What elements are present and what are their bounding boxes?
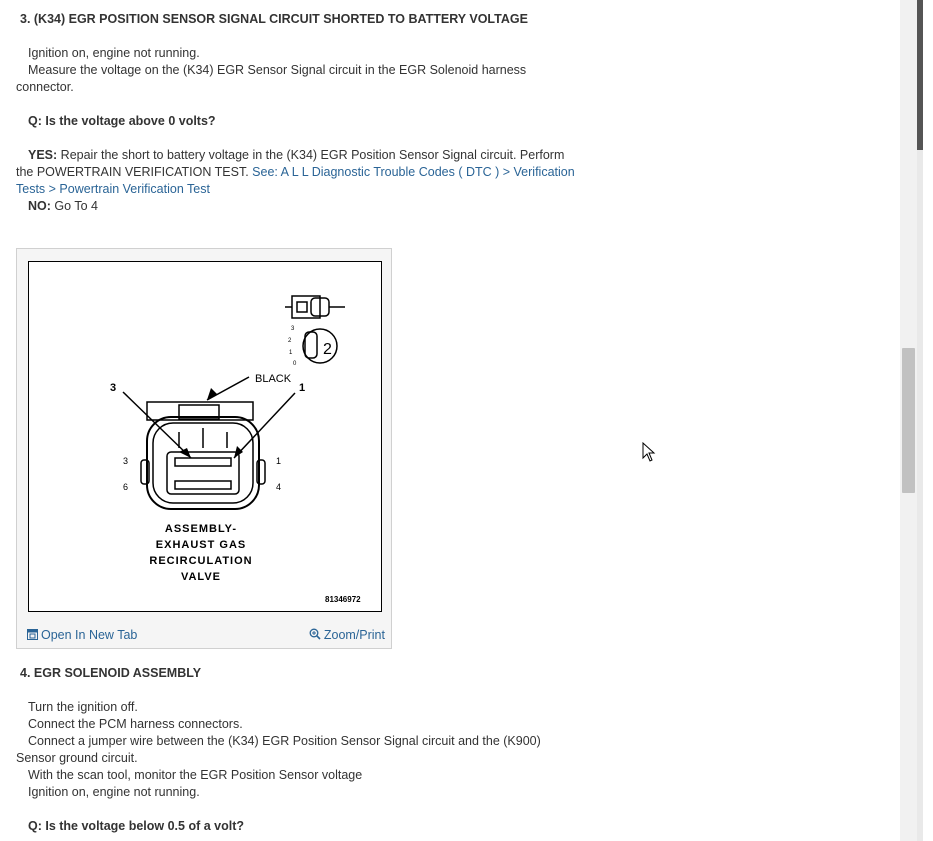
yes-text-2: the POWERTRAIN VERIFICATION TEST. — [16, 165, 249, 179]
open-new-tab-icon — [27, 629, 38, 643]
step-3-line: Ignition on, engine not running. — [28, 46, 200, 60]
figure-id: 81346972 — [325, 595, 361, 604]
key-icon-number: 2 — [323, 341, 332, 358]
outer-scrollbar-track — [917, 150, 923, 841]
figure-toolbar — [17, 625, 391, 647]
no-label: NO: — [28, 199, 51, 213]
step-4-title: 4. EGR SOLENOID ASSEMBLY — [20, 666, 202, 680]
pin-6-label: 6 — [123, 482, 129, 492]
content-scrollbar[interactable] — [900, 0, 917, 841]
zoom-print-button[interactable] — [309, 628, 385, 643]
caption-line-2: EXHAUST GAS — [155, 539, 247, 551]
step-3-question: Q: Is the voltage above 0 volts? — [28, 114, 216, 128]
connector-diagram-svg — [29, 262, 381, 611]
zoom-print-label: Zoom/Print — [323, 628, 385, 642]
arrowhead-left — [179, 448, 191, 458]
step-3-yes-cont-2 — [16, 181, 210, 198]
caption-line-4: VALVE — [180, 571, 222, 583]
outer-scrollbar-thumb[interactable] — [917, 0, 923, 150]
step-4-line: Connect the PCM harness connectors. — [28, 717, 243, 731]
pin-row-bottom — [175, 481, 231, 489]
scale-1: 1 — [289, 350, 293, 356]
scale-0: 0 — [293, 361, 297, 367]
open-new-tab-label: Open In New Tab — [41, 628, 138, 642]
black-label: BLACK — [255, 373, 292, 385]
arrowhead-black — [207, 388, 217, 400]
magnifier-icon — [309, 628, 321, 643]
scrollbar-thumb[interactable] — [902, 348, 915, 493]
step-4-line: Turn the ignition off. — [28, 700, 138, 714]
caption-line-3: RECIRCULATION — [149, 555, 253, 567]
outer-scrollbar[interactable] — [917, 0, 933, 841]
pin-row-top — [175, 458, 231, 466]
step-4-line: With the scan tool, monitor the EGR Position Sensor voltage — [28, 768, 363, 782]
step-3-yes-cont — [16, 164, 575, 181]
connector-diagram[interactable] — [28, 261, 382, 612]
step-3-line: connector. — [16, 80, 74, 94]
open-new-tab-button[interactable] — [27, 628, 137, 643]
figure-container — [16, 248, 392, 649]
verification-test-link[interactable]: See: A L L Diagnostic Trouble Codes ( DTC ) > Verification — [252, 165, 575, 179]
no-text: Go To 4 — [54, 199, 98, 213]
yes-text: Repair the short to battery voltage in the (K34) EGR Position Sensor Signal circuit. Perform — [60, 148, 565, 162]
connector-icon-body — [292, 296, 320, 318]
step-3-line: Measure the voltage on the (K34) EGR Sensor Signal circuit in the EGR Solenoid harness — [28, 63, 527, 77]
step-4-question: Q: Is the voltage below 0.5 of a volt? — [28, 819, 245, 833]
step-4-line: Sensor ground circuit. — [16, 751, 138, 765]
scale-3: 3 — [291, 326, 295, 332]
connector-icon-detail — [297, 302, 307, 312]
step-3-title: 3. (K34) EGR POSITION SENSOR SIGNAL CIRCUIT SHORTED TO BATTERY VOLTAGE — [20, 12, 528, 26]
callout-right: 1 — [299, 382, 306, 394]
step-3-no — [28, 198, 98, 215]
step-4-line: Ignition on, engine not running. — [28, 785, 200, 799]
pin-4-label: 4 — [276, 482, 282, 492]
step-4-line: Connect a jumper wire between the (K34) EGR Position Sensor Signal circuit and the (K900) — [28, 734, 541, 748]
verification-test-link-cont[interactable]: Tests > Powertrain Verification Test — [16, 182, 210, 196]
yes-label: YES: — [28, 148, 58, 162]
pin-1-label: 1 — [276, 456, 282, 466]
callout-left: 3 — [110, 382, 117, 394]
mouse-cursor-icon — [642, 442, 656, 465]
step-3-yes — [28, 147, 564, 164]
scale-2: 2 — [288, 338, 292, 344]
black-label-line — [207, 377, 249, 400]
caption-line-1: ASSEMBLY- — [164, 523, 238, 535]
pin-3-label: 3 — [123, 456, 129, 466]
